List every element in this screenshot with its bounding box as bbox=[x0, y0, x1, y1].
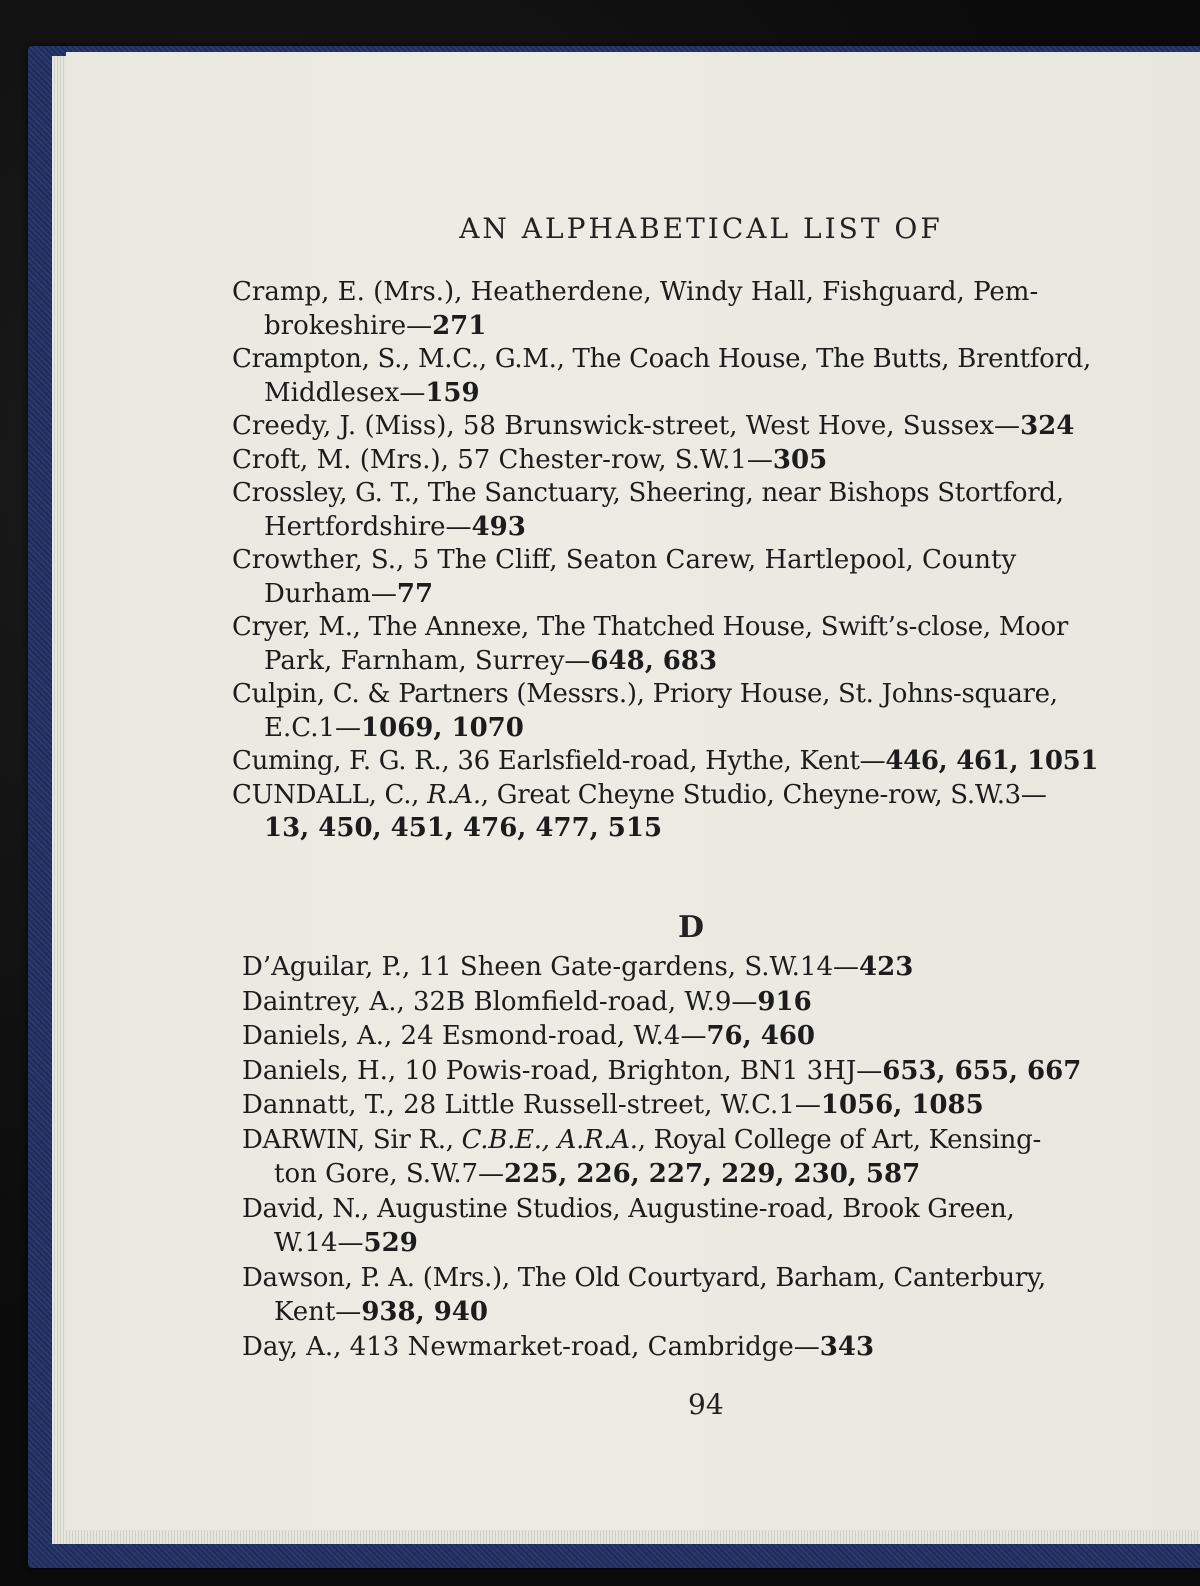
page-refs: 446, 461, 1051 bbox=[885, 746, 1099, 776]
entry-text: Day, A., 413 Newmarket-road, Cambridge— bbox=[242, 1331, 820, 1362]
page-refs: 648, 683 bbox=[590, 645, 718, 676]
entry-text: Culpin, C. & Partners (Messrs.), Priory House, St. Johns-square, bbox=[232, 679, 1058, 709]
entry-text: D’Aguilar, P., 11 Sheen Gate-gardens, S.W.14— bbox=[242, 952, 860, 982]
entry-text: , Great Cheyne Studio, Cheyne-row, S.W.3— bbox=[480, 779, 1047, 810]
list-entry bbox=[232, 611, 1148, 678]
page-refs: 13, 450, 451, 476, 477, 515 bbox=[264, 813, 663, 843]
page-refs: 305 bbox=[772, 444, 828, 475]
entry-text: Daniels, H., 10 Powis-road, Brighton, BN1 3HJ— bbox=[242, 1055, 883, 1086]
list-entry bbox=[242, 1192, 1162, 1261]
book-page bbox=[66, 52, 1200, 1530]
entry-text: ton Gore, S.W.7— bbox=[274, 1159, 505, 1189]
list-entry bbox=[232, 544, 1148, 611]
entry-title: C.B.E., A.R.A. bbox=[461, 1124, 638, 1155]
page-refs: 423 bbox=[859, 952, 914, 982]
section-letter: D bbox=[678, 910, 705, 945]
list-entry bbox=[232, 745, 1148, 779]
page-refs: 77 bbox=[396, 578, 434, 609]
list-entry bbox=[232, 410, 1148, 444]
entries-c bbox=[232, 276, 1148, 846]
list-entry bbox=[232, 678, 1148, 745]
entry-text: Creedy, J. (Miss), 58 Brunswick-street, West Hove, Sussex— bbox=[232, 411, 1021, 441]
page-refs: 529 bbox=[363, 1228, 418, 1258]
page-refs: 1056, 1085 bbox=[820, 1090, 984, 1120]
list-entry bbox=[242, 1261, 1162, 1330]
page-refs: 159 bbox=[425, 377, 480, 408]
page-refs: 271 bbox=[432, 310, 487, 341]
entry-text: Park, Farnham, Surrey— bbox=[264, 645, 591, 676]
list-entry bbox=[242, 1054, 1162, 1089]
page-refs: 324 bbox=[1020, 411, 1075, 441]
entry-text: Durham— bbox=[264, 578, 397, 609]
entry-text: CUNDALL, C., bbox=[232, 779, 428, 810]
list-entry bbox=[242, 985, 1162, 1020]
entry-text: , Royal College of Art, Kensing- bbox=[637, 1124, 1041, 1155]
list-entry bbox=[232, 276, 1148, 343]
list-entry bbox=[242, 1019, 1162, 1054]
entry-text: W.14— bbox=[274, 1228, 364, 1258]
page-refs: 1069, 1070 bbox=[361, 712, 524, 743]
entry-text: E.C.1— bbox=[264, 712, 362, 743]
list-entry bbox=[242, 950, 1162, 985]
entry-text: Dawson, P. A. (Mrs.), The Old Courtyard, Barham, Canterbury, bbox=[242, 1262, 1046, 1293]
entry-text: Middlesex— bbox=[264, 377, 426, 408]
page-refs: 916 bbox=[757, 986, 812, 1017]
entry-text: Daniels, A., 24 Esmond-road, W.4— bbox=[242, 1021, 707, 1051]
page-refs: 225, 226, 227, 229, 230, 587 bbox=[504, 1159, 921, 1189]
entry-text: Dannatt, T., 28 Little Russell-street, W.C.1— bbox=[242, 1090, 821, 1120]
entry-text: David, N., Augustine Studios, Augustine-road, Brook Green, bbox=[242, 1193, 1015, 1224]
entry-text: Cryer, M., The Annexe, The Thatched House, Swift’s-close, Moor bbox=[232, 612, 1068, 642]
page-refs: 343 bbox=[819, 1331, 875, 1362]
entry-text: Crampton, S., M.C., G.M., The Coach House, The Butts, Brentford, bbox=[232, 344, 1091, 374]
list-entry bbox=[242, 1088, 1162, 1123]
page-heading: AN ALPHABETICAL LIST OF bbox=[459, 212, 943, 245]
entry-text: brokeshire— bbox=[264, 310, 433, 341]
list-entry bbox=[242, 1330, 1162, 1365]
entry-text: Crowther, S., 5 The Cliff, Seaton Carew, Hartlepool, County bbox=[232, 545, 1017, 575]
list-entry bbox=[232, 477, 1148, 544]
list-entry bbox=[232, 444, 1148, 478]
entry-text: Hertfordshire— bbox=[264, 511, 472, 542]
entry-text: Kent— bbox=[274, 1297, 362, 1327]
entries-d bbox=[242, 950, 1162, 1364]
entry-title: R.A. bbox=[427, 779, 481, 810]
page-refs: 653, 655, 667 bbox=[882, 1055, 1082, 1086]
list-entry-darwin bbox=[242, 1123, 1162, 1192]
list-entry bbox=[232, 343, 1148, 410]
entry-text: Crossley, G. T., The Sanctuary, Sheering, near Bishops Stortford, bbox=[232, 478, 1064, 508]
entry-text: Cramp, E. (Mrs.), Heatherdene, Windy Hall, Fishguard, Pem- bbox=[232, 277, 1039, 307]
entry-text: DARWIN, Sir R., bbox=[242, 1124, 462, 1155]
page-refs: 493 bbox=[471, 511, 526, 542]
page-refs: 938, 940 bbox=[361, 1297, 488, 1327]
entry-text: Cuming, F. G. R., 36 Earlsfield-road, Hythe, Kent— bbox=[232, 746, 886, 776]
entry-text: Croft, M. (Mrs.), 57 Chester-row, S.W.1— bbox=[232, 444, 773, 475]
list-entry-cundall bbox=[232, 779, 1148, 846]
entry-text: Daintrey, A., 32B Blomfield-road, W.9— bbox=[242, 986, 758, 1017]
page-number: 94 bbox=[688, 1388, 724, 1421]
page-refs: 76, 460 bbox=[706, 1021, 816, 1051]
